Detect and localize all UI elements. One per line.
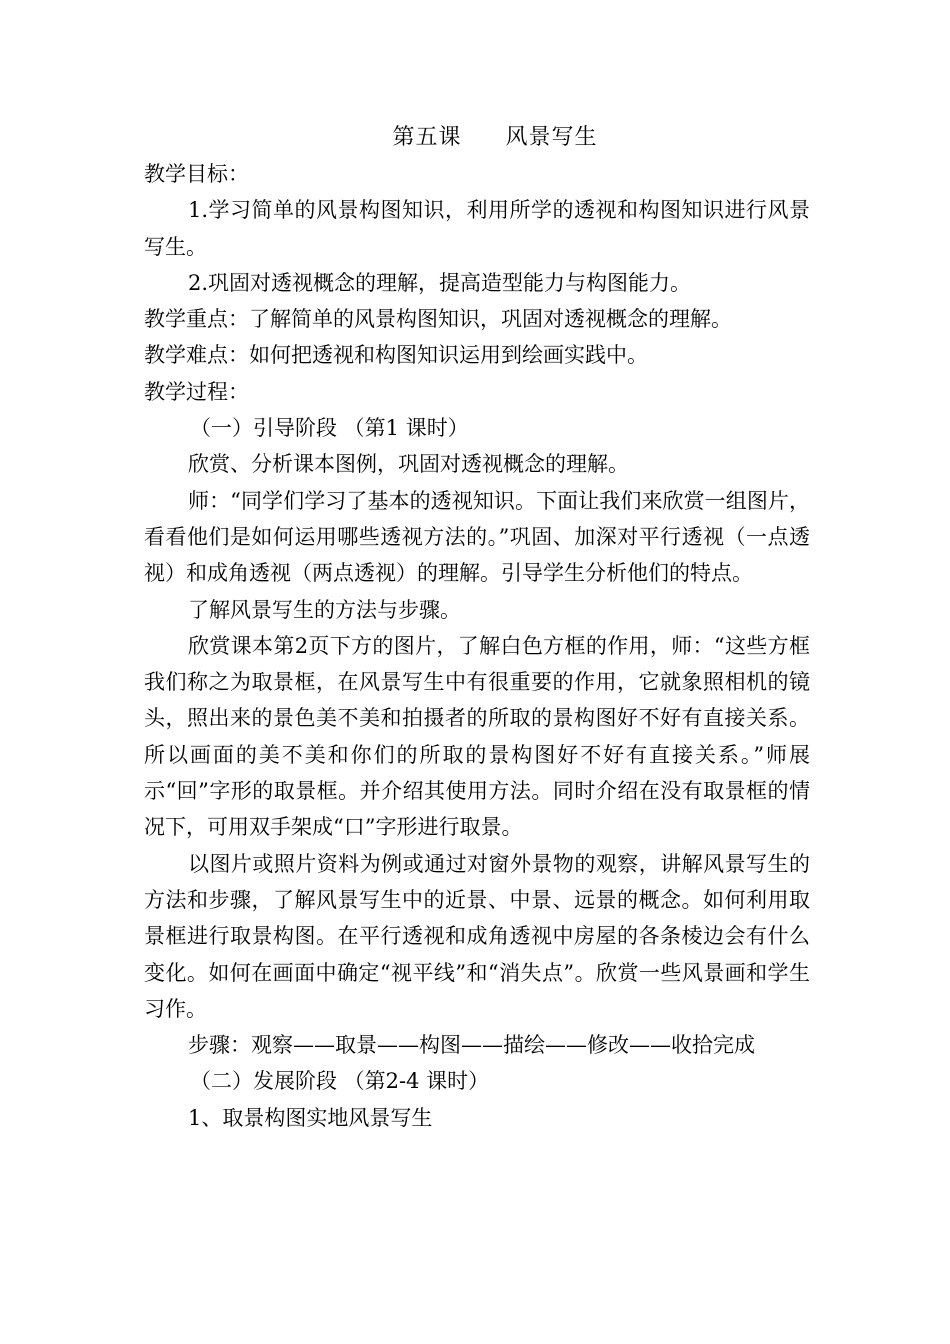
paragraph-viewfinder: 欣赏课本第2页下方的图片，了解白色方框的作用，师：“这些方框我们称之为取景框，在风景写生中有很重要的作用，它就象照相机的镜头，照出来的景色美不美和拍摄者的所取的景构图好不好有直接关系。所以画面的美不美和你们的所取的景构图好不好有直接关系。”师展示“回”字形的取景框。并介绍其使用方法。同时介绍在没有取景框的情况下，可用双手架成“口”字形进行取景。	[144, 633, 810, 840]
stage-2-heading: （二）发展阶段 （第2-4 课时）	[190, 1069, 490, 1094]
paragraph-explain: 以图片或照片资料为例或通过对窗外景物的观察，讲解风景写生的方法和步骤，了解风景写生中的近景、中景、远景的概念。如何利用取景框进行取景构图。在平行透视和成角透视中房屋的各条棱边会有什么变化。如何在画面中确定“视平线”和“消失点”。欣赏一些风景画和学生习作。	[144, 851, 810, 1021]
paragraph-method: 了解风景写生的方法与步骤。	[188, 597, 461, 622]
objective-1: 1.学习简单的风景构图知识，利用所学的透视和构图知识进行风景写生。	[144, 198, 810, 259]
paragraph-appreciate: 欣赏、分析课本图例，巩固对透视概念的理解。	[188, 452, 629, 477]
objective-2: 2.巩固对透视概念的理解，提高造型能力与构图能力。	[188, 270, 692, 295]
lesson-number: 第五课	[392, 125, 462, 150]
document-body	[144, 156, 810, 1136]
lesson-title	[0, 120, 950, 156]
process-heading: 教学过程：	[144, 379, 249, 404]
key-points: 教学重点：了解简单的风景构图知识，巩固对透视概念的理解。	[144, 307, 732, 332]
stage-1-heading: （一）引导阶段 （第1 课时）	[190, 416, 469, 441]
difficult-points: 教学难点：如何把透视和构图知识运用到绘画实践中。	[144, 343, 648, 368]
paragraph-sketching: 1、取景构图实地风景写生	[188, 1105, 433, 1130]
lesson-name: 风景写生	[505, 125, 598, 150]
paragraph-steps: 步骤：观察——取景——构图——描绘——修改——收拾完成	[188, 1033, 755, 1058]
objectives-heading: 教学目标：	[144, 162, 249, 186]
paragraph-teacher-intro: 师：“同学们学习了基本的透视知识。下面让我们来欣赏一组图片，看看他们是如何运用哪些透视方法的。”巩固、加深对平行透视（一点透视）和成角透视（两点透视）的理解。引导学生分析他们的特点。	[144, 488, 810, 586]
